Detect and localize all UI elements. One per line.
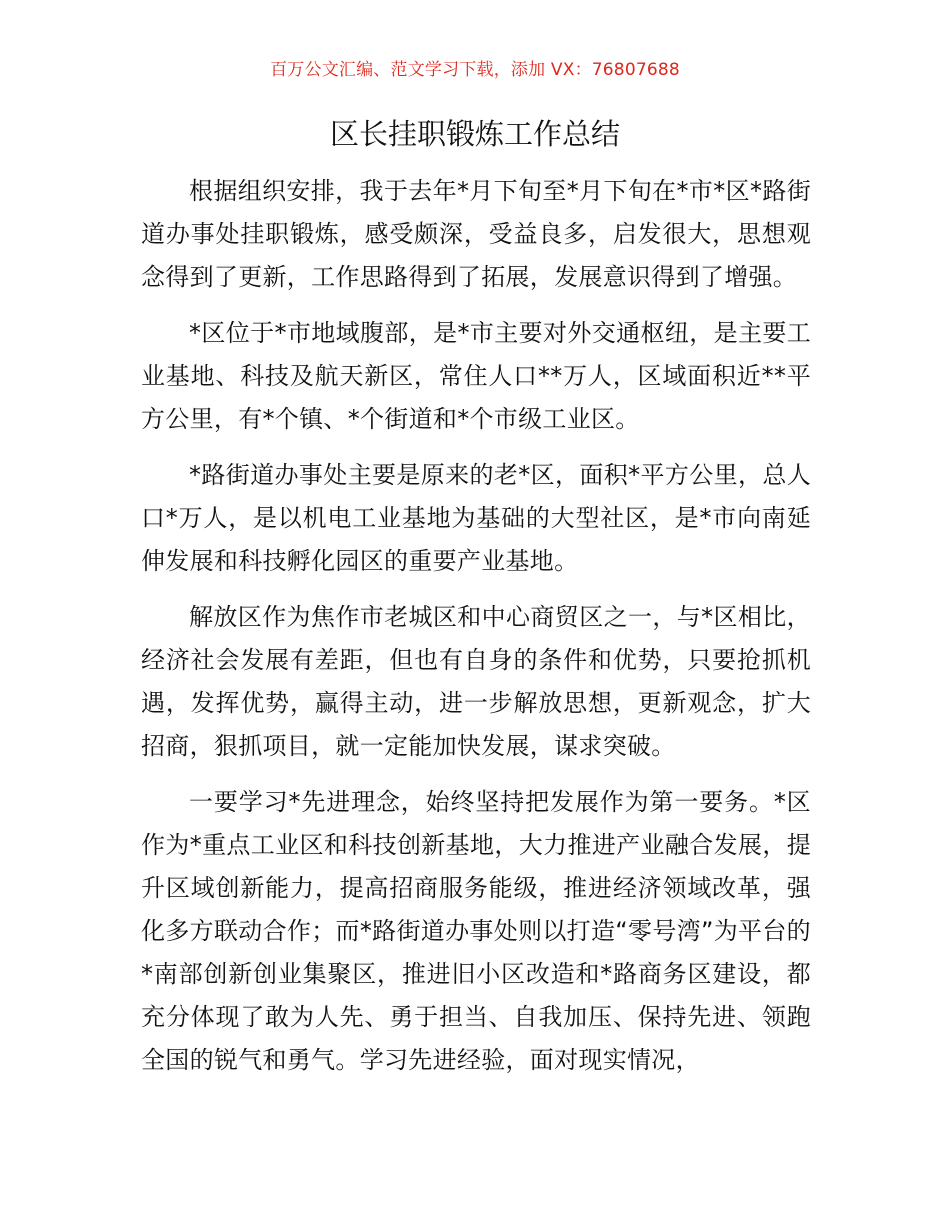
paragraph-4: 解放区作为焦作市老城区和中心商贸区之一，与*区相比，经济社会发展有差距，但也有自身的条件和优势，只要抢抓机遇，发挥优势，赢得主动，进一步解放思想，更新观念，扩大招商，狠抓项目，就一定能加快发展，谋求突破。 — [141, 603, 811, 760]
paragraph-1: 根据组织安排，我于去年*月下旬至*月下旬在*市*区*路街道办事处挂职锻炼，感受颇深，受益良多，启发很大，思想观念得到了更新，工作思路得到了拓展，发展意识得到了增强。 — [141, 177, 811, 291]
paragraph-5: 一要学习*先进理念，始终坚持把发展作为第一要务。*区作为*重点工业区和科技创新基地，大力推进产业融合发展，提升区域创新能力，提高招商服务能级，推进经济领域改革，强化多方联动合作；而*路街道办事处则以打造“零号湾”为平台的*南部创新创业集聚区，推进旧小区改造和*路商务区建设，都充分体现了敢为人先、勇于担当、自我加压、保持先进、领跑全国的锐气和勇气。学习先进经验，面对现实情况， — [141, 788, 811, 1074]
document-body — [141, 170, 811, 1095]
promo-header: 百万公文汇编、范文学习下载，添加 VX：76807688 — [270, 60, 680, 80]
paragraph-3: *路街道办事处主要是原来的老*区，面积*平方公里，总人口*万人，是以机电工业基地为基础的大型社区，是*市向南延伸发展和科技孵化园区的重要产业基地。 — [141, 461, 811, 575]
document-title: 区长挂职锻炼工作总结 — [329, 117, 620, 151]
paragraph-2: *区位于*市地域腹部，是*市主要对外交通枢纽，是主要工业基地、科技及航天新区，常住人口**万人，区域面积近**平方公里，有*个镇、*个街道和*个市级工业区。 — [141, 319, 811, 433]
